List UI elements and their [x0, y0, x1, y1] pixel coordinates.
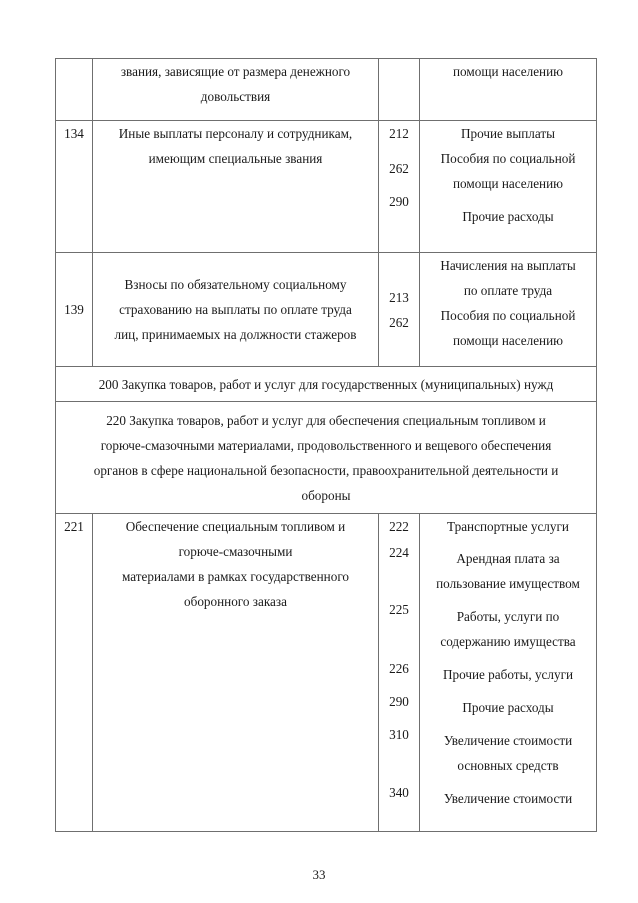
table-row-200 [56, 367, 597, 402]
code-value: 134 [64, 126, 84, 141]
expense-type-line: Прочие работы, услуги [442, 667, 574, 682]
description-line: горюче-смазочными [178, 544, 293, 559]
section-heading: 200 Закупка товаров, работ и услуг для государственных (муниципальных) нужд [98, 376, 554, 392]
expense-type-line: Работы, услуги по [456, 609, 560, 624]
subcode-value: 262 [389, 161, 409, 176]
description-line: оборонного заказа [184, 594, 287, 609]
table-row-220 [56, 402, 597, 514]
expense-type-line: Начисления на выплаты [440, 258, 576, 273]
description-line: Иные выплаты персоналу и сотрудникам, [118, 126, 353, 141]
description-line: довольствия [200, 89, 271, 104]
description-line: Взносы по обязательному социальному [124, 277, 347, 292]
subcode-value: 262 [389, 314, 409, 330]
subcode-cell [379, 253, 420, 367]
expense-type-line: помощи населению [452, 176, 564, 191]
table-row-134 [56, 121, 597, 253]
expense-type-line: помощи населению [452, 333, 564, 348]
subcode-cell [379, 59, 420, 121]
expense-type-line: Увеличение стоимости [443, 791, 573, 806]
expense-type-cell [420, 59, 597, 121]
expense-type-line: пользование имуществом [436, 576, 580, 591]
section-heading-cell [56, 402, 597, 514]
description-line: звания, зависящие от размера денежного [120, 64, 351, 79]
expense-type-line: по оплате труда [463, 283, 553, 298]
expense-type-cell [420, 253, 597, 367]
expense-type-line: содержанию имущества [440, 634, 576, 649]
table-row-continuation [56, 59, 597, 121]
subcode-value: 290 [389, 194, 409, 209]
description-cell [93, 59, 379, 121]
subcode-value: 226 [389, 661, 409, 676]
subcode-cell [379, 514, 420, 832]
expense-type-line: Прочие выплаты [460, 126, 556, 141]
expense-type-line: Транспортные услуги [447, 519, 569, 534]
code-cell [56, 514, 93, 832]
expense-type-line: основных средств [457, 758, 559, 773]
subcode-value: 222 [389, 519, 409, 534]
description-cell [93, 253, 379, 367]
expense-type-line: Прочие расходы [462, 209, 554, 224]
description-line: имеющим специальные звания [148, 151, 323, 166]
code-value: 221 [64, 519, 84, 534]
expense-type-line: Прочие расходы [462, 700, 554, 715]
expense-type-line: Пособия по социальной [440, 308, 576, 323]
description-cell [93, 514, 379, 832]
expense-type-line: Пособия по социальной [440, 151, 576, 166]
subcode-value: 340 [389, 785, 409, 800]
code-cell [56, 59, 93, 121]
subcode-value: 224 [389, 545, 409, 560]
expense-type-line: помощи населению [452, 64, 564, 79]
description-line: страхованию на выплаты по оплате труда [119, 302, 352, 317]
section-heading-line: 220 Закупка товаров, работ и услуг для обеспечения специальным топливом и [106, 412, 546, 428]
description-line: лиц, принимаемых на должности стажеров [114, 327, 357, 342]
table-row-221 [56, 514, 597, 832]
subcode-value: 310 [389, 727, 409, 742]
expense-type-line: Увеличение стоимости [443, 733, 573, 748]
subcode-value: 213 [389, 289, 409, 305]
code-cell [56, 121, 93, 253]
code-cell [56, 253, 93, 367]
section-heading-line: органов в сфере национальной безопасности, правоохранительной деятельности и [93, 462, 559, 478]
section-heading-line: обороны [301, 487, 351, 503]
subcode-value: 225 [389, 602, 409, 617]
expense-type-cell [420, 514, 597, 832]
expense-type-cell [420, 121, 597, 253]
section-heading-cell [56, 367, 597, 402]
subcode-cell [379, 121, 420, 253]
description-cell [93, 121, 379, 253]
subcode-value: 290 [389, 694, 409, 709]
page-number: 33 [312, 867, 326, 882]
section-heading-line: горюче-смазочными материалами, продовольственного и вещевого обеспечения [100, 437, 552, 453]
description-line: материалами в рамках государственного [121, 569, 349, 584]
expense-type-line: Арендная плата за [456, 551, 560, 566]
code-value: 139 [64, 302, 84, 317]
description-line: Обеспечение специальным топливом и [125, 519, 346, 534]
budget-classification-table [55, 58, 597, 832]
subcode-value: 212 [389, 126, 409, 141]
table-row-139 [56, 253, 597, 367]
